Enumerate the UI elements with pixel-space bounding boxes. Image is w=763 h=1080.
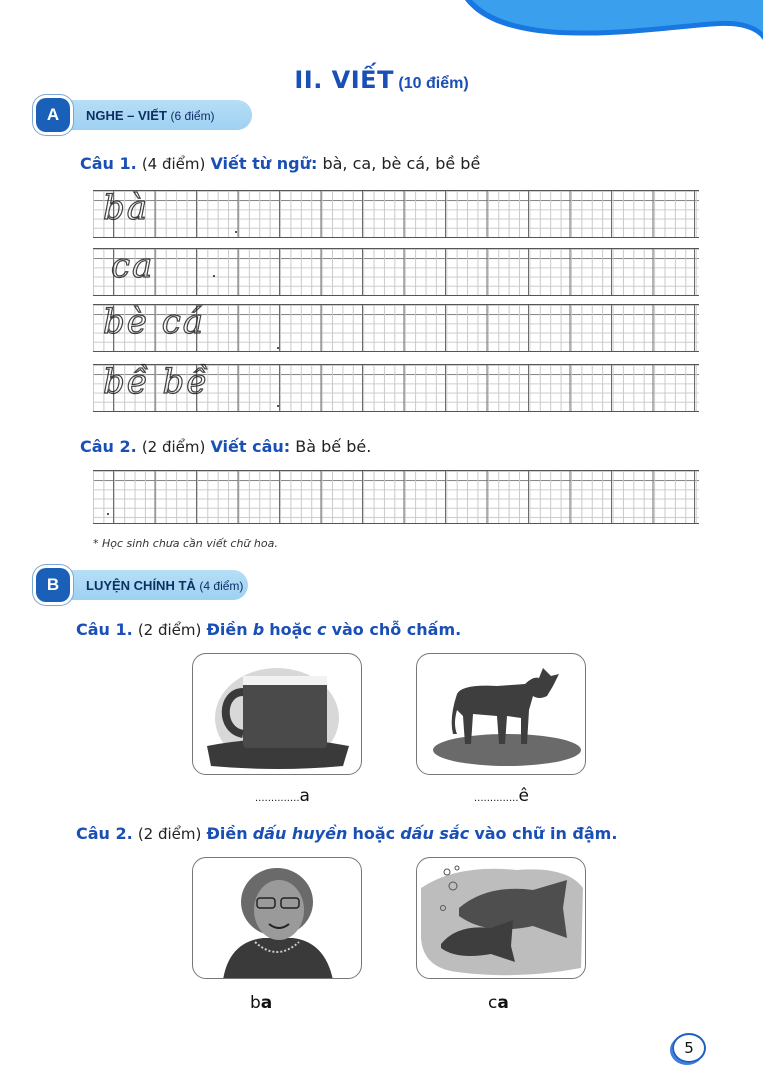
blank-dots: .............. [474, 793, 519, 804]
section-b-label: LUYỆN CHÍNH TẢ [86, 577, 196, 593]
traced-word: bè cá [103, 302, 206, 342]
question-number: Câu 2. [80, 437, 137, 456]
writing-row-3[interactable] [93, 304, 699, 352]
option-acute-accent: dấu sắc [400, 824, 470, 843]
section-b-question-1 [76, 620, 461, 639]
writing-row-1[interactable] [93, 190, 699, 238]
answer-suffix: a [299, 786, 310, 806]
answer-blank-2[interactable] [474, 786, 529, 806]
blank-dots: .............. [255, 793, 300, 804]
question-instruction: Viết từ ngữ: [210, 154, 318, 173]
start-dot [277, 405, 279, 407]
section-a-points: (6 điểm) [170, 108, 215, 123]
section-b-title [86, 578, 243, 593]
word-prefix: c [488, 993, 498, 1013]
footnote: * Học sinh chưa cần viết chữ hoa. [93, 537, 278, 550]
instruction-post: vào chữ in đậm. [474, 824, 618, 843]
section-a-question-2 [80, 437, 371, 456]
writing-row-sentence[interactable] [93, 470, 699, 524]
option-c: c [317, 620, 327, 639]
question-number: Câu 1. [80, 154, 137, 173]
answer-word-1[interactable] [250, 993, 272, 1013]
answer-word-2[interactable] [488, 993, 509, 1013]
instruction-pre: Điền [206, 824, 248, 843]
title-points: (10 điểm) [398, 75, 469, 92]
question-number: Câu 1. [76, 620, 133, 639]
section-a-badge [36, 98, 215, 132]
instruction-mid: hoặc [352, 824, 396, 843]
cup-picture [192, 653, 362, 775]
question-sentence: Bà bế bé. [295, 437, 372, 456]
answer-blank-1[interactable] [255, 786, 310, 806]
question-points: (4 điểm) [141, 155, 206, 173]
instruction-mid: hoặc [269, 620, 312, 639]
answer-suffix: ê [518, 786, 529, 806]
question-instruction: Viết câu: [210, 437, 291, 456]
instruction-pre: Điền [206, 620, 248, 639]
cup-illustration [193, 654, 361, 774]
start-dot [235, 231, 237, 233]
page-number: 5 [672, 1033, 706, 1063]
header-wave-decoration [0, 0, 763, 50]
question-points: (2 điểm) [141, 438, 206, 456]
traced-word: bề bề [103, 362, 210, 402]
option-grave-accent: dấu huyền [252, 824, 348, 843]
question-words: bà, ca, bè cá, bề bề [322, 154, 481, 173]
writing-row-4[interactable] [93, 364, 699, 412]
word-bold-vowel: a [497, 993, 509, 1013]
writing-row-2[interactable] [93, 248, 699, 296]
traced-word: bà [103, 188, 150, 228]
instruction-post: vào chỗ chấm. [331, 620, 462, 639]
title-main: II. VIẾT [294, 66, 394, 94]
fish-illustration [417, 858, 585, 978]
question-points: (2 điểm) [137, 621, 202, 639]
section-b-points: (4 điểm) [199, 578, 244, 593]
section-a-question-1 [80, 154, 480, 173]
calf-illustration [417, 654, 585, 774]
section-b-letter: B [36, 568, 70, 602]
start-dot [213, 275, 215, 277]
word-prefix: b [250, 993, 261, 1013]
section-a-letter: A [36, 98, 70, 132]
option-b: b [252, 620, 265, 639]
section-a-title [86, 108, 215, 123]
section-a-label: NGHE – VIẾT [86, 107, 167, 123]
start-dot [107, 513, 109, 515]
start-dot [277, 347, 279, 349]
section-b-question-2 [76, 824, 617, 843]
grandmother-picture [192, 857, 362, 979]
page-title [0, 66, 763, 94]
section-b-badge [36, 568, 243, 602]
question-points: (2 điểm) [137, 825, 202, 843]
question-number: Câu 2. [76, 824, 133, 843]
calf-picture [416, 653, 586, 775]
word-bold-vowel: a [260, 993, 273, 1013]
fish-picture [416, 857, 586, 979]
grandmother-illustration [193, 858, 361, 978]
traced-word: ca [111, 246, 155, 286]
